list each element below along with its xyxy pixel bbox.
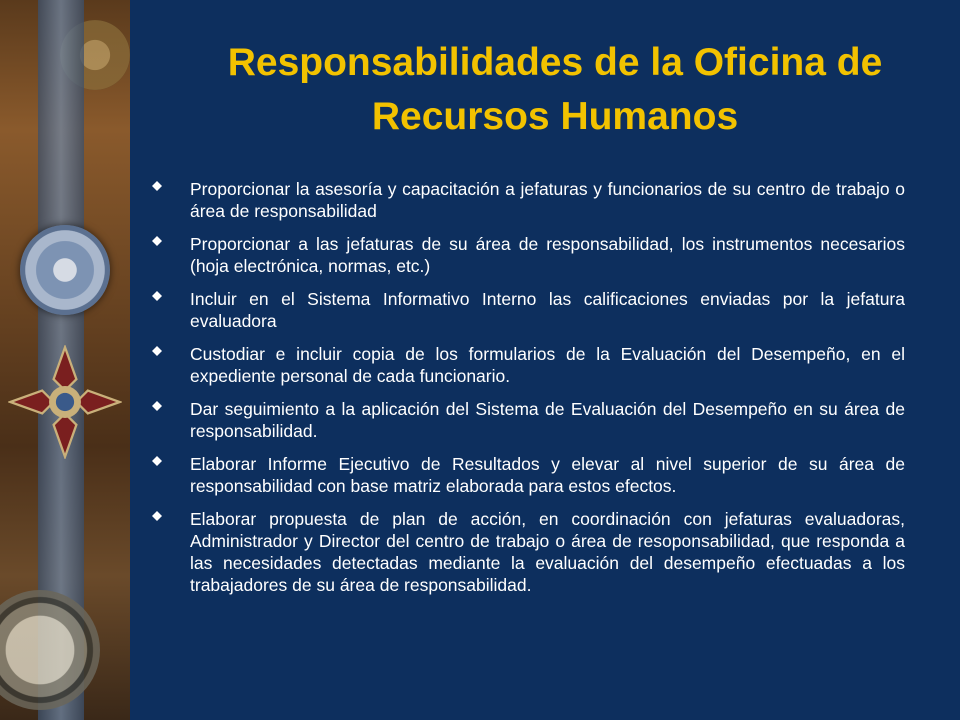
list-item-text: Elaborar propuesta de plan de acción, en coordinación con jefaturas evaluadoras, Administrador y Director del centro de trabajo o área de resoponsabilidad, que responda a las necesidades detectadas mediante la evaluación del desempeño efectuadas a los trabajadores de su área de responsabilidad. (190, 509, 905, 595)
list-item-text: Incluir en el Sistema Informativo Interno las calificaciones enviadas por la jefatura evaluadora (190, 289, 905, 331)
list-item (150, 508, 905, 596)
list-item (150, 398, 905, 442)
compass-decoration (0, 590, 100, 710)
list-item-text: Custodiar e incluir copia de los formularios de la Evaluación del Desempeño, en el expediente personal de cada funcionario. (190, 344, 905, 386)
diamond-bullet-icon (152, 401, 162, 411)
list-item (150, 453, 905, 497)
rosette-decoration (20, 225, 110, 315)
diamond-bullet-icon (152, 511, 162, 521)
list-item (150, 343, 905, 387)
list-item-text: Proporcionar la asesoría y capacitación a jefaturas y funcionarios de su centro de trabajo o área de responsabilidad (190, 179, 905, 221)
list-item (150, 288, 905, 332)
list-item (150, 178, 905, 222)
list-item (150, 233, 905, 277)
list-item-text: Proporcionar a las jefaturas de su área de responsabilidad, los instrumentos necesarios (hoja electrónica, normas, etc.) (190, 234, 905, 276)
diamond-bullet-icon (152, 181, 162, 191)
diamond-bullet-icon (152, 291, 162, 301)
medal-decoration-image (0, 0, 130, 720)
cross-medal-icon (8, 345, 122, 459)
list-item-text: Elaborar Informe Ejecutivo de Resultados y elevar al nivel superior de su área de responsabilidad con base matriz elaborada para estos efectos. (190, 454, 905, 496)
slide-title: Responsabilidades de la Oficina de Recursos Humanos (227, 41, 883, 138)
list-item-text: Dar seguimiento a la aplicación del Sistema de Evaluación del Desempeño en su área de responsabilidad. (190, 399, 905, 441)
diamond-bullet-icon (152, 236, 162, 246)
diamond-bullet-icon (152, 346, 162, 356)
diamond-bullet-icon (152, 456, 162, 466)
responsibilities-list (150, 178, 905, 607)
